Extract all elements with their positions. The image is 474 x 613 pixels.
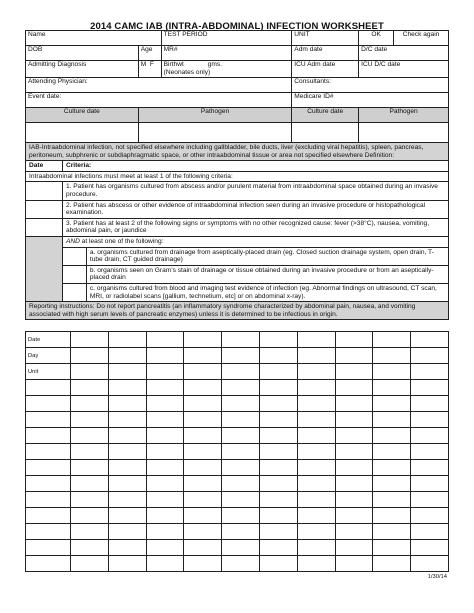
grid-cell[interactable]	[71, 556, 109, 572]
grid-cell[interactable]	[184, 476, 222, 492]
adm-date-field[interactable]: Adm date	[292, 46, 359, 61]
sub-criterion-a: a. organisms cultured from drainage from aseptically-placed drain (eg. Closed suction drainage system, open drain, T-tube drain, CT guided drainage)	[86, 247, 448, 265]
version-date: 1/30/14	[427, 574, 447, 580]
grid-row	[26, 332, 449, 348]
grid-cell[interactable]	[222, 428, 260, 444]
grid-cell[interactable]	[71, 524, 109, 540]
grid-row-label: Unit	[26, 364, 71, 380]
grid-row-label	[26, 460, 71, 476]
medicare-id-field[interactable]: Medicare ID#	[292, 93, 449, 108]
culture-date-header-2: Culture date	[292, 108, 359, 123]
grid-cell[interactable]	[184, 524, 222, 540]
neonates-only-label: (Neonates only)	[163, 68, 211, 76]
grid-cell[interactable]	[373, 524, 411, 540]
grid-cell[interactable]	[108, 476, 146, 492]
event-date-field[interactable]: Event date:	[26, 93, 292, 108]
grid-cell[interactable]	[335, 380, 373, 396]
grid-cell[interactable]	[297, 412, 335, 428]
grid-cell[interactable]	[411, 428, 449, 444]
grid-cell[interactable]	[297, 380, 335, 396]
grid-cell[interactable]	[222, 364, 260, 380]
consultants-field[interactable]: Consultants:	[292, 78, 449, 93]
grid-cell[interactable]	[335, 444, 373, 460]
grid-cell[interactable]	[222, 460, 260, 476]
grid-cell[interactable]	[222, 348, 260, 364]
grid-cell[interactable]	[335, 428, 373, 444]
grid-cell[interactable]	[222, 508, 260, 524]
reporting-instructions: Reporting instructions: Do not report pancreatitis (an inflammatory syndrome characterized by abdominal pain, nausea, and vomiting associated with high serum levels of pancreatic enzymes) unless it is determined to be infectious in origin.	[26, 302, 449, 320]
grid-row-label	[26, 540, 71, 556]
grid-row-label	[26, 556, 71, 572]
grid-cell[interactable]	[259, 540, 297, 556]
grid-cell[interactable]	[259, 556, 297, 572]
grid-cell[interactable]	[71, 540, 109, 556]
grid-cell[interactable]	[184, 412, 222, 428]
criterion-3: 3. Patient has at least 2 of the following signs or symptoms with no other recognized cause: fever (>38°C), nausea, vomiting, abdominal pain, or jaundice	[62, 218, 448, 236]
grid-cell[interactable]	[222, 476, 260, 492]
grid-cell[interactable]	[411, 492, 449, 508]
grid-cell[interactable]	[184, 348, 222, 364]
grid-cell[interactable]	[411, 460, 449, 476]
grid-row	[26, 476, 449, 492]
grid-row-label: Date	[26, 332, 71, 348]
grid-cell[interactable]	[335, 396, 373, 412]
date-column-header: Date	[26, 161, 63, 172]
grid-cell[interactable]	[222, 444, 260, 460]
and-prefix: AND	[65, 237, 80, 245]
grid-cell[interactable]	[184, 540, 222, 556]
grid-cell[interactable]	[71, 412, 109, 428]
grid-cell[interactable]	[259, 492, 297, 508]
sub-c-date[interactable]	[62, 283, 86, 301]
grid-cell[interactable]	[297, 508, 335, 524]
grid-row-label	[26, 444, 71, 460]
unit-field[interactable]: UNIT	[292, 31, 359, 46]
grid-cell[interactable]	[335, 476, 373, 492]
grid-cell[interactable]	[373, 556, 411, 572]
grid-row-label	[26, 524, 71, 540]
grid-row	[26, 540, 449, 556]
grid-row	[26, 364, 449, 380]
grid-cell[interactable]	[335, 556, 373, 572]
grid-cell[interactable]	[259, 444, 297, 460]
criterion-2: 2. Patient has abscess or other evidence of intraabdominal infection seen during an invasive procedure or histopathological examination.	[62, 200, 448, 218]
grid-cell[interactable]	[373, 540, 411, 556]
grid-cell[interactable]	[146, 348, 184, 364]
grid-cell[interactable]	[71, 332, 109, 348]
sex-f[interactable]: F	[149, 61, 154, 68]
grid-cell[interactable]	[184, 444, 222, 460]
grid-cell[interactable]	[108, 332, 146, 348]
icu-dc-date-field[interactable]: ICU D/C date	[359, 61, 449, 78]
and-date-gray	[26, 236, 63, 301]
grid-cell[interactable]	[71, 508, 109, 524]
criterion-2-date[interactable]	[26, 200, 63, 218]
grid-cell[interactable]	[184, 556, 222, 572]
grid-cell[interactable]	[108, 524, 146, 540]
grid-cell[interactable]	[108, 428, 146, 444]
grid-cell[interactable]	[411, 476, 449, 492]
grid-cell[interactable]	[146, 492, 184, 508]
grid-cell[interactable]	[108, 492, 146, 508]
grid-cell[interactable]	[146, 444, 184, 460]
dc-date-field[interactable]: D/C date	[359, 46, 449, 61]
grid-cell[interactable]	[222, 556, 260, 572]
grid-cell[interactable]	[297, 332, 335, 348]
gms-label: gms.	[207, 61, 222, 68]
grid-row	[26, 348, 449, 364]
grid-cell[interactable]	[146, 396, 184, 412]
grid-cell[interactable]	[71, 476, 109, 492]
grid-cell[interactable]	[297, 524, 335, 540]
sub-a-date[interactable]	[62, 247, 86, 265]
grid-cell[interactable]	[108, 556, 146, 572]
grid-cell[interactable]	[411, 412, 449, 428]
grid-cell[interactable]	[222, 396, 260, 412]
grid-row-label	[26, 492, 71, 508]
grid-cell[interactable]	[297, 460, 335, 476]
grid-cell[interactable]	[373, 460, 411, 476]
patient-header-table	[25, 30, 449, 145]
grid-cell[interactable]	[411, 364, 449, 380]
grid-cell[interactable]	[373, 348, 411, 364]
grid-row	[26, 524, 449, 540]
grid-cell[interactable]	[146, 476, 184, 492]
criterion-3-date[interactable]	[26, 218, 63, 236]
sex-m[interactable]: M	[140, 61, 147, 68]
grid-cell[interactable]	[259, 332, 297, 348]
grid-cell[interactable]	[222, 540, 260, 556]
grid-cell[interactable]	[411, 524, 449, 540]
ok-field[interactable]: OK	[359, 31, 394, 46]
grid-cell[interactable]	[146, 508, 184, 524]
grid-cell[interactable]	[259, 524, 297, 540]
grid-cell[interactable]	[411, 508, 449, 524]
grid-cell[interactable]	[222, 524, 260, 540]
grid-cell[interactable]	[71, 444, 109, 460]
grid-cell[interactable]	[259, 364, 297, 380]
grid-cell[interactable]	[373, 444, 411, 460]
tracking-grid	[25, 331, 449, 572]
grid-cell[interactable]	[146, 556, 184, 572]
grid-row	[26, 412, 449, 428]
grid-cell[interactable]	[335, 412, 373, 428]
grid-cell[interactable]	[335, 332, 373, 348]
criteria-table	[25, 142, 449, 320]
grid-row	[26, 460, 449, 476]
test-period-field[interactable]: TEST PERIOD	[161, 31, 292, 46]
attending-physician-field[interactable]: Attending Physician:	[26, 78, 292, 93]
grid-row	[26, 508, 449, 524]
grid-cell[interactable]	[259, 428, 297, 444]
grid-cell[interactable]	[373, 492, 411, 508]
grid-cell[interactable]	[411, 396, 449, 412]
grid-row	[26, 428, 449, 444]
grid-cell[interactable]	[71, 428, 109, 444]
pathogen-header-1: Pathogen	[138, 108, 292, 123]
grid-cell[interactable]	[184, 380, 222, 396]
age-field[interactable]: Age	[138, 46, 161, 61]
grid-cell[interactable]	[297, 428, 335, 444]
grid-cell[interactable]	[146, 364, 184, 380]
grid-row	[26, 380, 449, 396]
grid-row-label	[26, 396, 71, 412]
grid-cell[interactable]	[335, 492, 373, 508]
grid-cell[interactable]	[108, 460, 146, 476]
grid-cell[interactable]	[71, 364, 109, 380]
grid-cell[interactable]	[146, 412, 184, 428]
grid-cell[interactable]	[335, 460, 373, 476]
grid-cell[interactable]	[146, 332, 184, 348]
grid-cell[interactable]	[411, 348, 449, 364]
sub-criterion-b: b. organisms seen on Gram’s stain of drainage or tissue obtained during an invasive procedure or from an aseptically-placed drain	[86, 265, 448, 283]
grid-cell[interactable]	[259, 476, 297, 492]
criterion-1: 1. Patient has organisms cultured from abscess and/or purulent material from intraabdominal space obtained during an invasive procedure.	[62, 182, 448, 200]
grid-cell[interactable]	[259, 348, 297, 364]
grid-cell[interactable]	[411, 444, 449, 460]
grid-cell[interactable]	[108, 412, 146, 428]
grid-cell[interactable]	[71, 492, 109, 508]
grid-row	[26, 492, 449, 508]
grid-cell[interactable]	[146, 428, 184, 444]
grid-row-label	[26, 412, 71, 428]
grid-cell[interactable]	[71, 348, 109, 364]
criteria-intro: Intraabdominal infections must meet at least 1 of the following criteria:	[26, 171, 449, 182]
grid-cell[interactable]	[297, 364, 335, 380]
culture-date-header-1: Culture date	[26, 108, 139, 123]
grid-cell[interactable]	[373, 396, 411, 412]
grid-cell[interactable]	[184, 332, 222, 348]
grid-cell[interactable]	[297, 444, 335, 460]
grid-cell[interactable]	[222, 492, 260, 508]
grid-cell[interactable]	[222, 332, 260, 348]
grid-cell[interactable]	[108, 348, 146, 364]
grid-cell[interactable]	[373, 380, 411, 396]
grid-cell[interactable]	[335, 524, 373, 540]
grid-cell[interactable]	[335, 348, 373, 364]
grid-cell[interactable]	[108, 508, 146, 524]
admitting-diagnosis-field[interactable]: Admitting Diagnosis	[26, 61, 139, 78]
check-again-field[interactable]: Check again	[394, 31, 449, 46]
grid-cell[interactable]	[108, 396, 146, 412]
grid-cell[interactable]	[146, 524, 184, 540]
grid-row	[26, 396, 449, 412]
grid-row-label	[26, 428, 71, 444]
grid-cell[interactable]	[373, 476, 411, 492]
grid-cell[interactable]	[108, 444, 146, 460]
grid-cell[interactable]	[184, 364, 222, 380]
grid-cell[interactable]	[108, 540, 146, 556]
grid-cell[interactable]	[297, 540, 335, 556]
grid-cell[interactable]	[108, 364, 146, 380]
grid-cell[interactable]	[373, 332, 411, 348]
and-rest: at least one of the following:	[79, 237, 164, 245]
grid-cell[interactable]	[411, 332, 449, 348]
grid-cell[interactable]	[259, 412, 297, 428]
sex-field[interactable]	[138, 61, 161, 78]
birthwt-label: Birthwt	[163, 61, 184, 68]
grid-cell[interactable]	[335, 540, 373, 556]
grid-cell[interactable]	[259, 508, 297, 524]
grid-row-label	[26, 508, 71, 524]
grid-cell[interactable]	[373, 508, 411, 524]
grid-cell[interactable]	[108, 380, 146, 396]
grid-cell[interactable]	[184, 396, 222, 412]
grid-cell[interactable]	[411, 380, 449, 396]
grid-cell[interactable]	[71, 396, 109, 412]
grid-cell[interactable]	[297, 492, 335, 508]
dob-field[interactable]: DOB	[26, 46, 139, 61]
grid-cell[interactable]	[297, 476, 335, 492]
and-line	[62, 236, 448, 247]
sub-b-date[interactable]	[62, 265, 86, 283]
grid-cell[interactable]	[373, 412, 411, 428]
grid-cell[interactable]	[411, 556, 449, 572]
grid-cell[interactable]	[184, 492, 222, 508]
icu-adm-date-field[interactable]: ICU Adm date	[292, 61, 359, 78]
grid-cell[interactable]	[146, 380, 184, 396]
criterion-1-date[interactable]	[26, 182, 63, 200]
grid-row	[26, 556, 449, 572]
grid-cell[interactable]	[297, 556, 335, 572]
worksheet-title: 2014 CAMC IAB (INTRA-ABDOMINAL) INFECTION WORKSHEET	[90, 21, 384, 32]
grid-row	[26, 444, 449, 460]
grid-cell[interactable]	[297, 348, 335, 364]
grid-cell[interactable]	[71, 380, 109, 396]
grid-cell[interactable]	[335, 364, 373, 380]
grid-cell[interactable]	[373, 364, 411, 380]
grid-cell[interactable]	[184, 508, 222, 524]
sub-criterion-c: c. organisms cultured from blood and imaging test evidence of infection (eg. Abnormal findings on ultrasound, CT scan, MRI, or radiolabel scans [gallium, technetium, etc] or on abdominal x-ray).	[86, 283, 448, 301]
grid-cell[interactable]	[184, 428, 222, 444]
grid-cell[interactable]	[71, 460, 109, 476]
birthweight-field[interactable]	[161, 61, 292, 78]
grid-cell[interactable]	[373, 428, 411, 444]
grid-row-label	[26, 476, 71, 492]
grid-row-label	[26, 380, 71, 396]
grid-row-label: Day	[26, 348, 71, 364]
definition-text: IAB-Intraabdominal infection, not specified elsewhere including gallbladder, bile ducts, liver (excluding viral hepatitis), spleen, pancreas, peritoneum, subphrenic or subdiaphragmatic space, or other intraabdominal tissue or area not specified elsewhere Definition:	[26, 143, 449, 161]
grid-cell[interactable]	[222, 380, 260, 396]
pathogen-header-2: Pathogen	[359, 108, 449, 123]
mr-field[interactable]: MR#	[161, 46, 292, 61]
grid-cell[interactable]	[146, 460, 184, 476]
grid-cell[interactable]	[335, 508, 373, 524]
grid-cell[interactable]	[222, 412, 260, 428]
grid-cell[interactable]	[259, 460, 297, 476]
name-field[interactable]: Name	[26, 31, 162, 46]
grid-cell[interactable]	[259, 380, 297, 396]
grid-cell[interactable]	[184, 460, 222, 476]
grid-cell[interactable]	[411, 540, 449, 556]
grid-cell[interactable]	[146, 540, 184, 556]
grid-cell[interactable]	[259, 396, 297, 412]
criteria-column-header: Criteria:	[62, 161, 448, 172]
grid-cell[interactable]	[297, 396, 335, 412]
